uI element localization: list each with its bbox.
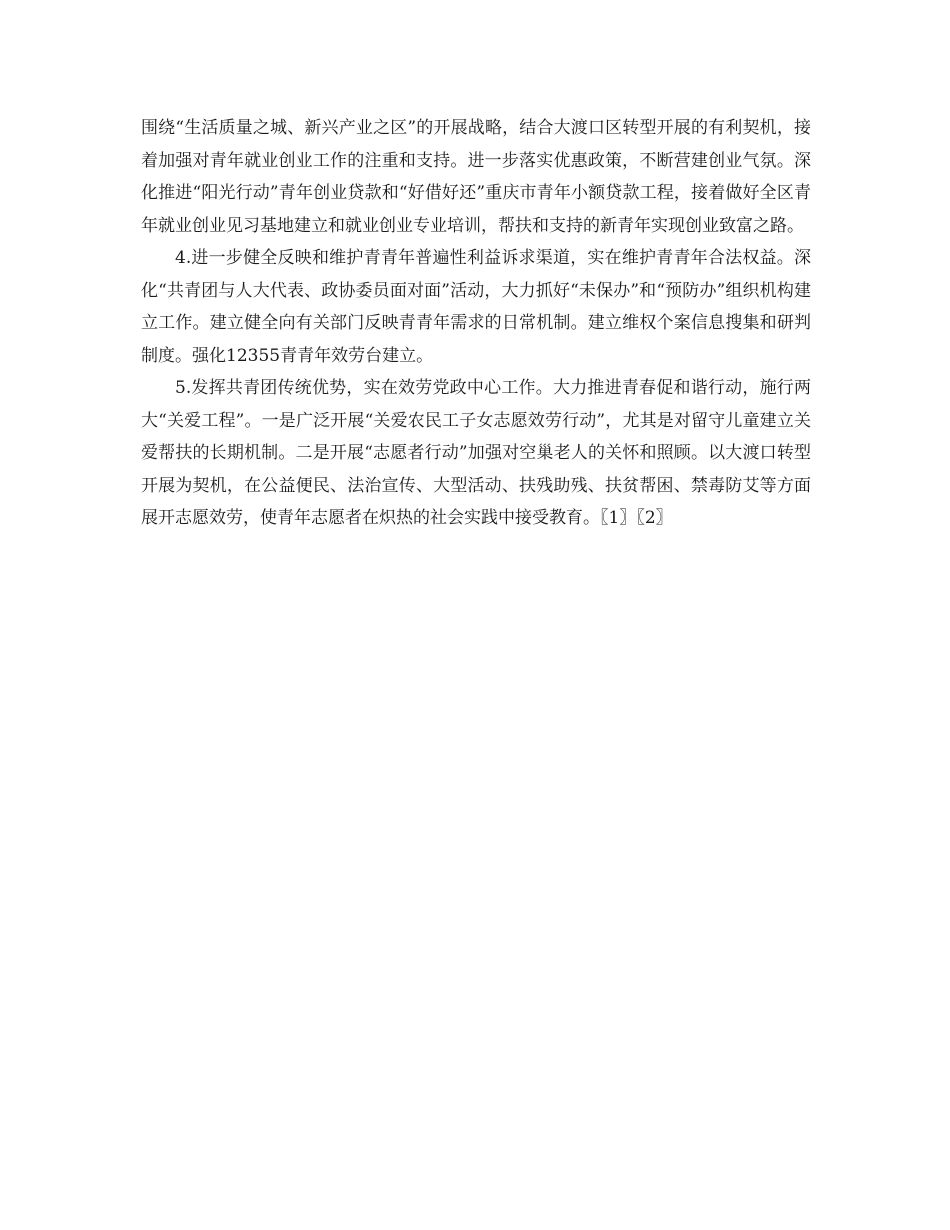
paragraph-continuation: 围绕“生活质量之城、新兴产业之区”的开展战略，结合大渡口区转型开展的有利契机，接着加强对青年就业创业工作的注重和支持。进一步落实优惠政策，不断营建创业气氛。深化推进“阳光行动”青年创业贷款和“好借好还”重庆市青年小额贷款工程，接着做好全区青年就业创业见习基地建立和就业创业专业培训，帮扶和支持的新青年实现创业致富之路。 — [141, 118, 811, 236]
paragraph-item-5: 5.发挥共青团传统优势，实在效劳党政中心工作。大力推进青春促和谐行动，施行两大“关爱工程”。一是广泛开展“关爱农民工子女志愿效劳行动”，尤其是对留守儿童建立关爱帮扶的长期机制。二是开展“志愿者行动”加强对空巢老人的关怀和照顾。以大渡口转型开展为契机，在公益便民、法治宣传、大型活动、扶残助残、扶贫帮困、禁毒防艾等方面展开志愿效劳，使青年志愿者在炽热的社会实践中接受教育。〖1〗〖2〗 — [141, 378, 811, 528]
paragraph-item-4: 4.进一步健全反映和维护青青年普遍性利益诉求渠道，实在维护青青年合法权益。深化“共青团与人大代表、政协委员面对面”活动，大力抓好“未保办”和“预防办”组织机构建立工作。建立健全向有关部门反映青青年需求的日常机制。建立维权个案信息搜集和研判制度。强化12355青青年效劳台建立。 — [141, 248, 811, 366]
document-body — [141, 112, 811, 535]
